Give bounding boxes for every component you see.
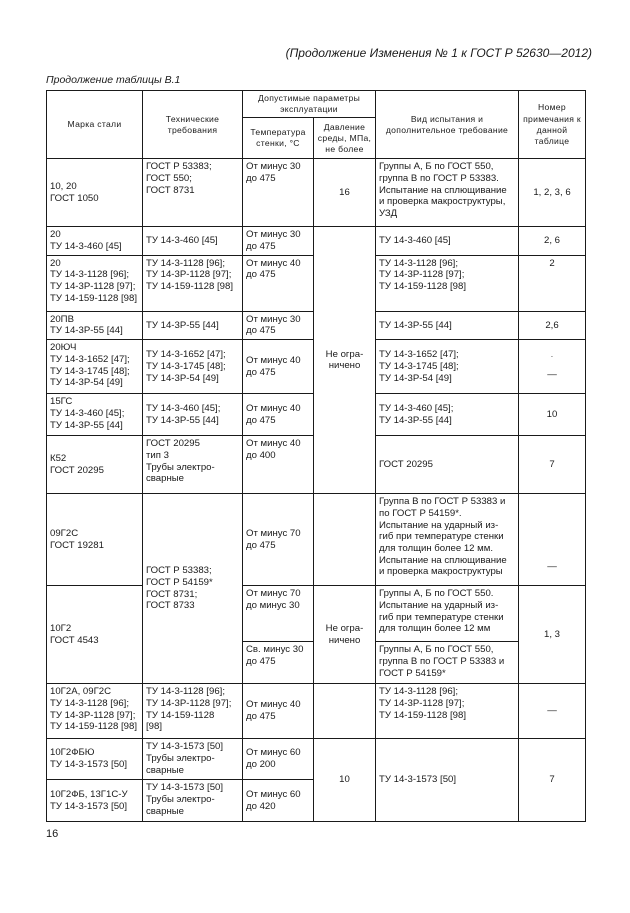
cell-line: группа В по ГОСТ Р 53383 и <box>379 655 505 667</box>
cell-line: 20 <box>50 229 61 241</box>
cell-line: От минус 30 <box>246 313 301 325</box>
cell-line: Не огра- <box>325 348 364 360</box>
cell-line: и проверка макроструктуры, <box>379 196 506 208</box>
table-continuation-caption: Продолжение таблицы В.1 <box>46 74 181 86</box>
cell-grade <box>47 739 143 780</box>
cell-tech-req <box>143 311 243 339</box>
cell-line: От минус 40 <box>246 402 301 414</box>
cell-line: 20ЮЧ <box>50 342 77 354</box>
cell-test <box>376 436 519 494</box>
cell-line: ГОСТ 8733 <box>146 600 195 612</box>
cell-line: ТУ 14-3Р-55 [44] <box>50 325 123 337</box>
cell-line: ГОСТ 550; <box>146 173 192 185</box>
cell-pressure-merged <box>314 586 376 684</box>
cell-line: ГОСТ Р 54159* <box>379 667 446 679</box>
cell-line: до 475 <box>246 711 276 723</box>
cell-tech-req <box>143 340 243 394</box>
cell-line: ТУ 14-3-1745 [48]; <box>379 360 459 372</box>
cell-line: ТУ 14-3Р-55 [44] <box>50 419 123 431</box>
cell-test <box>376 159 519 227</box>
cell-line: ТУ 14-3-1652 [47]; <box>146 349 226 361</box>
cell-line: От минус 40 <box>246 257 301 269</box>
cell-line: сварные <box>146 805 184 817</box>
cell-line: ТУ 14-3Р-1128 [97]; <box>50 281 136 293</box>
cell-line: 15ГС <box>50 396 73 408</box>
cell-line: От минус 60 <box>246 747 301 759</box>
cell-line: ГОСТ 20295 <box>50 464 104 476</box>
col-header-note-number: Номер примечания к данной таблице <box>519 91 586 159</box>
cell-line: тип 3 <box>146 449 169 461</box>
cell-line: ТУ 14-159-1128 <box>146 709 215 721</box>
cell-test-merged <box>376 739 519 822</box>
cell-tech-req <box>143 227 243 255</box>
cell-test <box>376 227 519 255</box>
cell-line: ТУ 14-3Р-1128 [97]; <box>379 697 465 709</box>
cell-line: до 400 <box>246 449 276 461</box>
cell-test <box>376 311 519 339</box>
cell-line: 10, 20 <box>50 181 77 193</box>
cell-tech-req-merged <box>143 494 243 684</box>
cell-test <box>376 340 519 394</box>
cell-test <box>376 255 519 311</box>
cell-line: ТУ 14-3-1745 [48]; <box>146 360 226 372</box>
cell-line: Группы А, Б по ГОСТ 550, <box>379 644 494 656</box>
cell-line: ТУ 14-3-1573 [50] <box>146 741 224 753</box>
cell-line: ТУ 14-3-460 [45] <box>146 235 218 247</box>
cell-line: до 475 <box>246 173 276 185</box>
cell-temperature <box>243 340 314 394</box>
cell-line: ГОСТ Р 54159* <box>146 576 213 588</box>
cell-line: ТУ 14-3-1573 [50] <box>50 800 128 812</box>
cell-line: ТУ 14-3-1128 [96]; <box>379 257 458 269</box>
cell-temperature <box>243 394 314 436</box>
cell-tech-req <box>143 739 243 780</box>
cell-line: ТУ 14-3Р-55 [44] <box>379 414 452 426</box>
table-row <box>47 227 586 255</box>
cell-line: ТУ 14-159-1128 [98] <box>50 721 137 733</box>
cell-line: до 475 <box>246 241 276 253</box>
cell-line: ГОСТ Р 53383; <box>146 565 212 577</box>
col-header-pressure: Давление среды, МПа, не более <box>314 118 376 159</box>
cell-line: и проверка макроструктуры <box>379 566 503 578</box>
cell-line: К52 <box>50 452 67 464</box>
cell-line: ГОСТ 20295 <box>146 438 200 450</box>
cell-note: 1, 2, 3, 6 <box>519 159 586 227</box>
cell-line: до 475 <box>246 414 276 426</box>
cell-temperature <box>243 494 314 586</box>
cell-note: — <box>519 684 586 739</box>
cell-line: для толщин более 12 мм <box>379 623 491 635</box>
cell-tech-req <box>143 394 243 436</box>
cell-grade <box>47 494 143 586</box>
cell-line: ТУ 14-3Р-1128 [97]; <box>146 269 232 281</box>
cell-line: ТУ 14-3-460 [45]; <box>146 402 221 414</box>
cell-line: ТУ 14-3-1652 [47]; <box>379 349 459 361</box>
col-header-grade: Марка стали <box>47 91 143 159</box>
cell-line: От минус 40 <box>246 438 301 450</box>
cell-line: ТУ 14-3-460 [45]; <box>379 402 454 414</box>
cell-temperature <box>243 311 314 339</box>
cell-line: Трубы электро- <box>146 461 215 473</box>
cell-line: 09Г2С <box>50 527 79 539</box>
cell-line: ТУ 14-3-460 [45] <box>379 235 451 247</box>
note-value: — <box>547 368 557 380</box>
cell-line: ничено <box>328 634 361 646</box>
cell-note <box>519 340 586 394</box>
cell-line: ТУ 14-3-460 [45]; <box>50 407 125 419</box>
cell-line: ГОСТ 1050 <box>50 192 99 204</box>
cell-pressure-merged: 10 <box>314 739 376 822</box>
cell-grade <box>47 227 143 255</box>
cell-line: гиб при температуре стенки <box>379 611 504 623</box>
cell-line: 10Г2А, 09Г2С <box>50 686 112 698</box>
cell-line: ТУ 14-159-1128 [98] <box>146 281 233 293</box>
cell-line: Группы А, Б по ГОСТ 550. <box>379 588 494 600</box>
col-header-operating-params: Допустимые параметры эксплуатации <box>243 91 376 118</box>
cell-note: 2, 6 <box>519 227 586 255</box>
cell-line: ТУ 14-3-1573 [50] <box>146 782 224 794</box>
cell-grade <box>47 311 143 339</box>
cell-line: ТУ 14-3Р-55 [44] <box>379 319 452 331</box>
cell-note: 10 <box>519 394 586 436</box>
table-row <box>47 159 586 227</box>
cell-line: 10Г2ФБ, 13Г1С-У <box>50 788 128 800</box>
cell-line: 20ПВ <box>50 313 74 325</box>
cell-pressure <box>314 494 376 586</box>
cell-test <box>376 586 519 642</box>
cell-line: ТУ 14-3Р-1128 [97]; <box>50 709 136 721</box>
cell-line: до минус 30 <box>246 599 300 611</box>
cell-line: 20 <box>50 257 61 269</box>
cell-line: [98] <box>146 721 163 733</box>
cell-line: ТУ 14-3-460 [45] <box>50 241 122 253</box>
cell-line: 10Г2ФБЮ <box>50 747 95 759</box>
cell-line: ТУ 14-3Р-54 [49] <box>379 372 452 384</box>
table-row <box>47 494 586 586</box>
cell-line: ГОСТ 8731 <box>146 184 195 196</box>
cell-test <box>376 642 519 684</box>
cell-note: 2,6 <box>519 311 586 339</box>
cell-line: ГОСТ Р 53383; <box>146 161 212 173</box>
cell-line: ТУ 14-3Р-54 [49] <box>50 377 123 389</box>
cell-line: ТУ 14-3Р-54 [49] <box>146 372 219 384</box>
cell-line: УЗД <box>379 208 398 220</box>
cell-line: ТУ 14-3-1745 [48]; <box>50 365 130 377</box>
cell-line: до 475 <box>246 655 276 667</box>
cell-line: Испытание на ударный из- <box>379 519 499 531</box>
cell-note: 1, 3 <box>519 586 586 684</box>
cell-line: сварные <box>146 764 184 776</box>
table-row <box>47 586 586 642</box>
cell-line: ТУ 14-3-1652 [47]; <box>50 353 130 365</box>
cell-line: Испытание на ударный из- <box>379 599 499 611</box>
cell-grade <box>47 684 143 739</box>
cell-temperature <box>243 436 314 494</box>
cell-line: От минус 30 <box>246 161 301 173</box>
cell-line: От минус 40 <box>246 699 301 711</box>
cell-note: 7 <box>519 436 586 494</box>
cell-line: по ГОСТ Р 54159*. <box>379 507 462 519</box>
cell-line: ТУ 14-159-1128 [98] <box>379 709 466 721</box>
cell-temperature <box>243 684 314 739</box>
cell-line: ТУ 14-3Р-1128 [97]; <box>146 697 232 709</box>
cell-line: От минус 60 <box>246 788 301 800</box>
cell-tech-req <box>143 159 243 227</box>
col-header-tech-requirements: Технические требования <box>143 91 243 159</box>
cell-note: — <box>519 494 586 586</box>
cell-line: Св. минус 30 <box>246 644 304 656</box>
page-number: 16 <box>46 828 59 840</box>
cell-line: Трубы электро- <box>146 752 215 764</box>
table-row <box>47 684 586 739</box>
cell-line: Группа В по ГОСТ Р 53383 и <box>379 496 506 508</box>
table-row <box>47 739 586 780</box>
cell-temperature <box>243 159 314 227</box>
cell-test <box>376 394 519 436</box>
cell-test <box>376 494 519 586</box>
cell-grade <box>47 780 143 822</box>
cell-tech-req <box>143 436 243 494</box>
cell-line: ГОСТ 19281 <box>50 539 104 551</box>
cell-line: Не огра- <box>325 622 364 634</box>
cell-line: сварные <box>146 473 184 485</box>
cell-note-merged: 7 <box>519 739 586 822</box>
cell-line: до 420 <box>246 800 276 812</box>
cell-grade <box>47 586 143 684</box>
document-continuation-header: (Продолжение Изменения № 1 к ГОСТ Р 52630—2012) <box>285 46 592 60</box>
cell-tech-req <box>143 684 243 739</box>
cell-line: группа В по ГОСТ Р 53383. <box>379 173 499 185</box>
cell-grade <box>47 436 143 494</box>
cell-grade <box>47 394 143 436</box>
cell-grade <box>47 255 143 311</box>
cell-line: до 475 <box>246 325 276 337</box>
cell-line: до 475 <box>246 539 276 551</box>
cell-line: ГОСТ 8731; <box>146 588 198 600</box>
cell-line: для толщин более 12 мм. <box>379 542 494 554</box>
cell-line: ничено <box>328 360 361 372</box>
cell-pressure-merged <box>314 227 376 494</box>
cell-line: Трубы электро- <box>146 793 215 805</box>
cell-line: ТУ 14-3Р-55 [44] <box>146 414 219 426</box>
cell-temperature <box>243 739 314 780</box>
stray-mark: · <box>550 351 554 361</box>
cell-note: 2 <box>519 255 586 311</box>
cell-line: От минус 70 <box>246 588 301 600</box>
cell-line: до 200 <box>246 759 276 771</box>
col-header-wall-temperature: Температура стенки, °С <box>243 118 314 159</box>
cell-line: От минус 40 <box>246 354 301 366</box>
cell-line: ГОСТ 20295 <box>379 458 433 470</box>
cell-temperature <box>243 780 314 822</box>
cell-line: ТУ 14-159-1128 [98] <box>379 281 466 293</box>
cell-pressure <box>314 684 376 739</box>
cell-temperature <box>243 642 314 684</box>
cell-line: до 475 <box>246 269 276 281</box>
cell-line: ТУ 14-3Р-55 [44] <box>146 319 219 331</box>
cell-line: От минус 30 <box>246 229 301 241</box>
cell-line: От минус 70 <box>246 527 301 539</box>
cell-line: ТУ 14-3-1128 [96]; <box>50 269 129 281</box>
cell-line: ТУ 14-3-1128 [96]; <box>146 686 225 698</box>
cell-line: до 475 <box>246 366 276 378</box>
cell-grade <box>47 340 143 394</box>
cell-line: Испытание на сплющивание <box>379 184 507 196</box>
cell-tech-req <box>143 780 243 822</box>
cell-line: Группы А, Б по ГОСТ 550, <box>379 161 494 173</box>
cell-line: ТУ 14-3Р-1128 [97]; <box>379 269 465 281</box>
cell-pressure: 16 <box>314 159 376 227</box>
cell-line: ГОСТ 4543 <box>50 634 99 646</box>
cell-temperature <box>243 255 314 311</box>
cell-grade <box>47 159 143 227</box>
cell-test <box>376 684 519 739</box>
cell-line: ТУ 14-159-1128 [98] <box>50 292 137 304</box>
steel-grades-table <box>46 90 586 822</box>
cell-line: Испытание на сплющивание <box>379 554 507 566</box>
cell-line: ТУ 14-3-1573 [50] <box>50 759 128 771</box>
cell-line: 10Г2 <box>50 622 72 634</box>
cell-line: ТУ 14-3-1573 [50] <box>379 774 457 786</box>
cell-line: ТУ 14-3-1128 [96]; <box>50 697 129 709</box>
cell-line: ТУ 14-3-1128 [96]; <box>146 257 225 269</box>
cell-temperature <box>243 586 314 642</box>
cell-line: ТУ 14-3-1128 [96]; <box>379 686 458 698</box>
cell-temperature <box>243 227 314 255</box>
cell-line: гиб при температуре стенки <box>379 531 504 543</box>
col-header-test-type: Вид испытания и дополнительное требование <box>376 91 519 159</box>
cell-tech-req <box>143 255 243 311</box>
